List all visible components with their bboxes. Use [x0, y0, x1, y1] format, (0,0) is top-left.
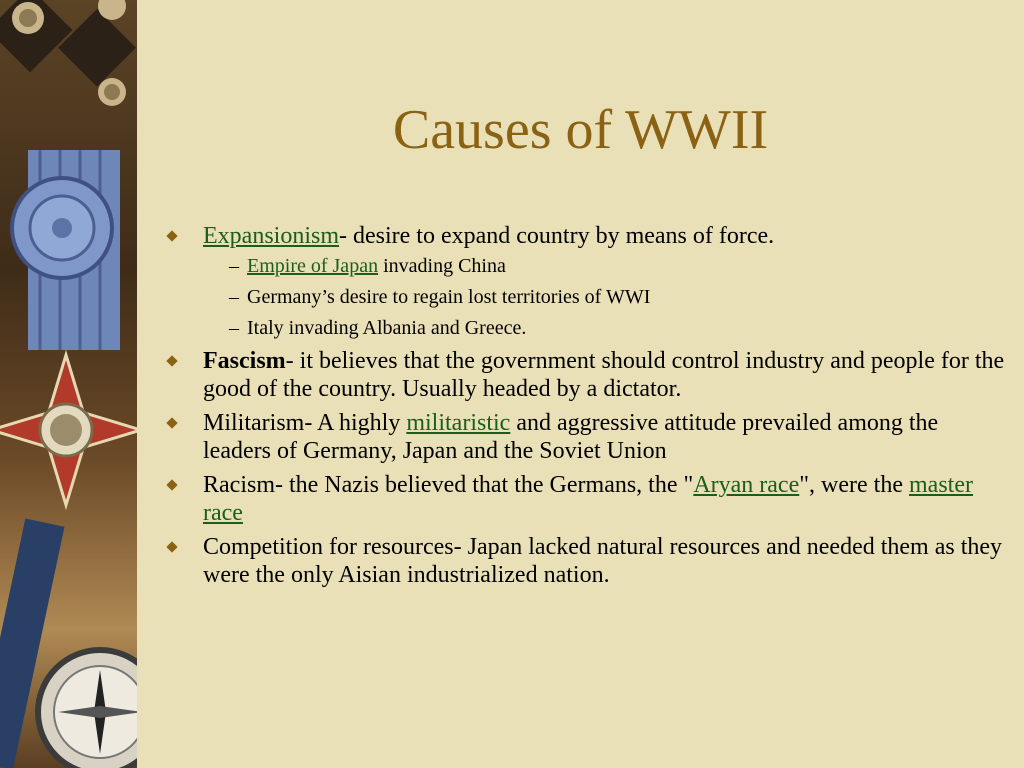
medal-collage-image [0, 0, 137, 768]
aryan-race-link[interactable]: Aryan race [693, 472, 800, 498]
bullet-diamond-icon [166, 417, 177, 428]
fascism-term: Fascism [203, 348, 286, 374]
bullet-diamond-icon [166, 230, 177, 241]
sub-bullet-germany [203, 285, 1005, 309]
dash-marker: – [229, 317, 239, 339]
bullet-text: ", were the [799, 472, 909, 498]
bullet-diamond-icon [166, 541, 177, 552]
bullet-expansionism [165, 222, 1005, 340]
militaristic-link[interactable]: militaristic [406, 410, 511, 436]
sub-bullet-list [203, 254, 1005, 340]
bullet-racism [165, 471, 1005, 527]
sub-bullet-text: Italy invading Albania and Greece. [247, 317, 527, 339]
bullet-list [165, 222, 1005, 589]
bullet-text: and aggressive attitude prevailed among the leaders of Germany, Japan and the Soviet Union [203, 410, 939, 464]
slide-title: Causes of WWII [392, 99, 769, 161]
sub-bullet-italy [203, 316, 1005, 340]
bullet-text: - it believes that the government should control industry and people for the good of the country. Usually headed by a dictator. [203, 348, 1005, 402]
slide-content [165, 222, 1005, 595]
bullet-diamond-icon [166, 479, 177, 490]
bullet-diamond-icon [166, 355, 177, 366]
bullet-text: Racism- the Nazis believed that the Germans, the " [203, 472, 694, 498]
dash-marker: – [229, 286, 239, 308]
bullet-militarism [165, 409, 1005, 465]
bullet-fascism [165, 347, 1005, 403]
bullet-competition [165, 533, 1005, 589]
bullet-text: Competition for resources- Japan lacked natural resources and needed them as they were the only Aisian industrialized nation. [203, 534, 1003, 588]
expansionism-link[interactable]: Expansionism [203, 223, 339, 249]
bullet-text: Militarism- A highly [203, 410, 407, 436]
sub-bullet-text: Germany’s desire to regain lost territories of WWI [247, 286, 651, 308]
bullet-text: - desire to expand country by means of force. [339, 223, 775, 249]
sub-bullet-text: invading China [378, 255, 506, 277]
empire-of-japan-link[interactable]: Empire of Japan [247, 255, 379, 277]
dash-marker: – [229, 255, 239, 277]
master-race-link[interactable]: master race [203, 472, 973, 526]
sub-bullet-japan [203, 254, 1005, 278]
decorative-side-image [0, 0, 137, 768]
